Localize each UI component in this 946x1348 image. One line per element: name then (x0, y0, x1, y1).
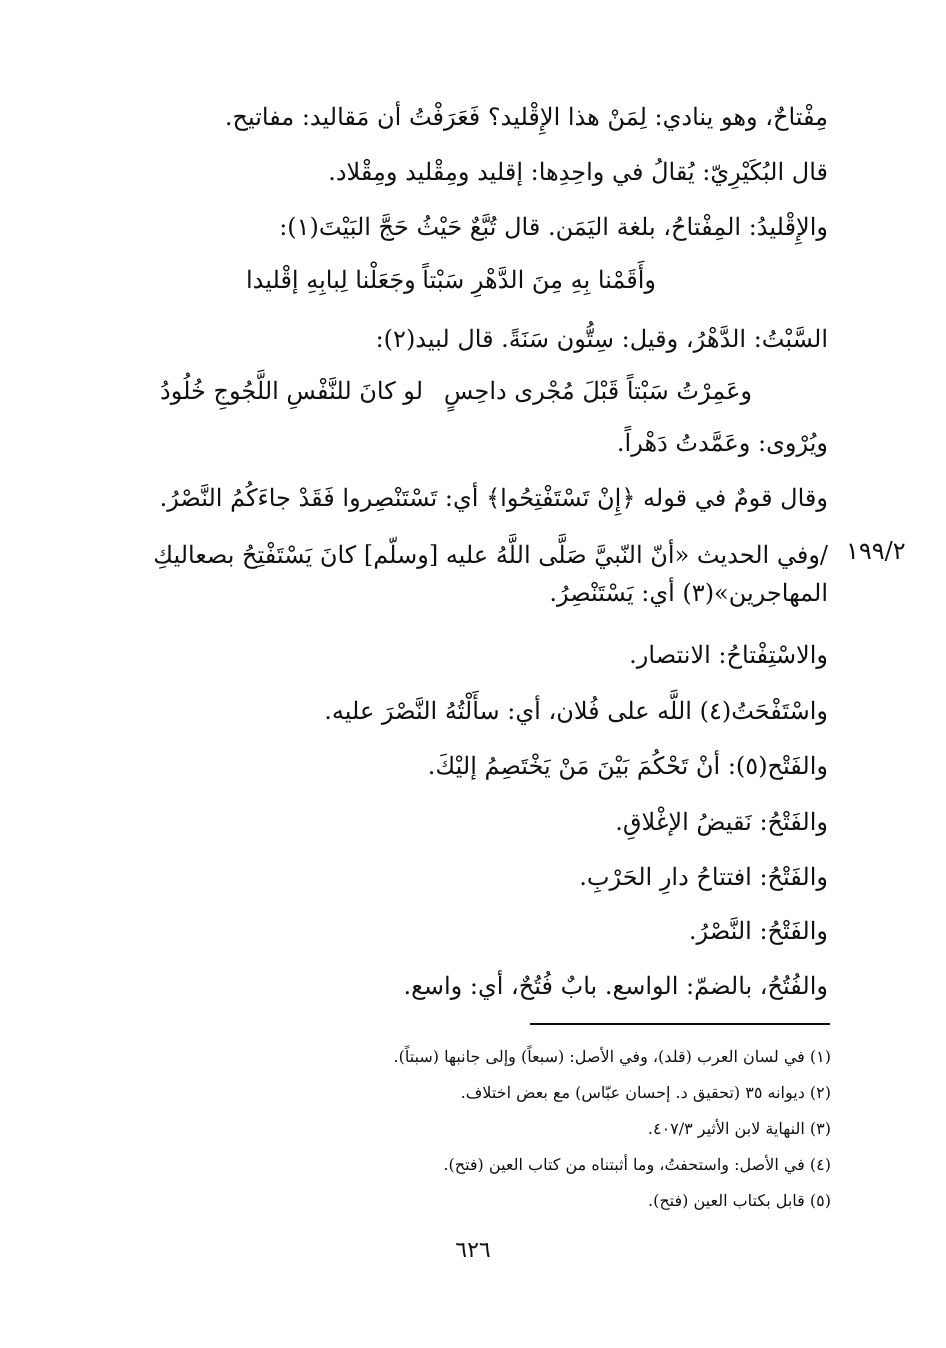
page-number: ٦٢٦ (455, 1238, 491, 1263)
footnote-divider (530, 1023, 830, 1025)
hadith-line-2: المهاجرين»(٣) أي: يَسْتَنْصِرُ. (549, 579, 828, 607)
hadith-line-1: /وفي الحديث «أنّ النّبيَّ صَلَّى اللَّهُ عليه [وسلّم] كانَ يَسْتَفْتِحُ بصعاليكِ (153, 541, 828, 569)
footnote-5: (٥) قابل بكتاب العين (فتح). (648, 1191, 831, 1210)
verse-1-second-hemistich: وجَعَلْنا لِبابِهِ إقْليدا (246, 266, 416, 294)
text-line-yurwa: ويُرْوى: وعَمَّدتُ دَهْراً. (616, 429, 828, 457)
footnote-4: (٤) في الأصل: واستحفتُ، وما أثبتناه من كتاب العين (فتح). (443, 1155, 831, 1174)
text-line-futuh: والفُتُحُ، بالضمّ: الواسع. بابٌ فُتُحٌ، أي: واسع. (403, 972, 828, 1000)
text-line-sabt: السَّبْتُ: الدَّهْرُ، وقيل: سِتُّون سَنَةً. قال لبيد(٢): (375, 325, 828, 353)
text-line-qawm: وقال قومٌ في قوله ﴿إِنْ تَسْتَفْتِحُوا﴾ أي: تَسْتَنْصِروا فَقَدْ جاءَكُمُ النَّصْرُ. (159, 484, 828, 512)
text-line-2: قال البُكَيْرِيّ: يُقالُ في واحِدِها: إقليد ومِقْليد ومِقْلاد. (328, 158, 828, 186)
text-line-fath-ighlaq: والفَتْحُ: نَقيضُ الإغْلاقِ. (615, 808, 828, 836)
verse-2-second-hemistich: لو كانَ للنَّفْسِ اللَّجُوجِ خُلُودُ (160, 377, 424, 405)
text-line-istiftah: والاسْتِفْتاحُ: الانتصار. (629, 641, 828, 669)
verse-2-first-hemistich: وعَمِرْتُ سَبْتاً قَبْلَ مُجْرى داحِسٍ (443, 377, 752, 405)
text-line-fath-hukm: والفَتْح(٥): أنْ تَحْكُمَ بَيْنَ مَنْ يَخْتَصِمُ إليْكَ. (427, 752, 828, 780)
text-line-fath-harb: والفَتْحُ: افتتاحُ دارِ الحَرْبِ. (579, 863, 828, 891)
footnote-2: (٢) ديوانه ٣٥ (تحقيق د. إحسان عبّاس) مع بعض اختلاف. (460, 1083, 831, 1102)
text-line-3: والإِقْليدُ: المِفْتاحُ، بلغة اليَمَن. قال تُبَّعٌ حَيْثُ حَجَّ البَيْتَ(١): (279, 213, 828, 241)
footnote-1: (١) في لسان العرب (قلد)، وفي الأصل: (سبعاً) وإلى جانبها (سبتاً). (393, 1047, 831, 1066)
text-line-1: مِفْتاحٌ، وهو ينادي: لِمَنْ هذا الإِقْليد؟ فَعَرَفْتُ أن مَقاليد: مفاتيح. (224, 103, 828, 131)
footnote-3: (٣) النهاية لابن الأثير ٤٠٧/٣. (647, 1119, 831, 1138)
margin-reference: ١٩٩/٢ (846, 537, 906, 565)
text-line-fath-nasr: والفَتْحُ: النَّصْرُ. (688, 917, 828, 945)
text-line-istafhat: واسْتَفْحَتُ(٤) اللَّه على فُلان، أي: سأَلْتُهُ النَّصْرَ عليه. (324, 697, 828, 725)
verse-1-first-hemistich: وأَقَمْنا بِهِ مِنَ الدَّهْرِ سَبْتاً (422, 266, 656, 294)
